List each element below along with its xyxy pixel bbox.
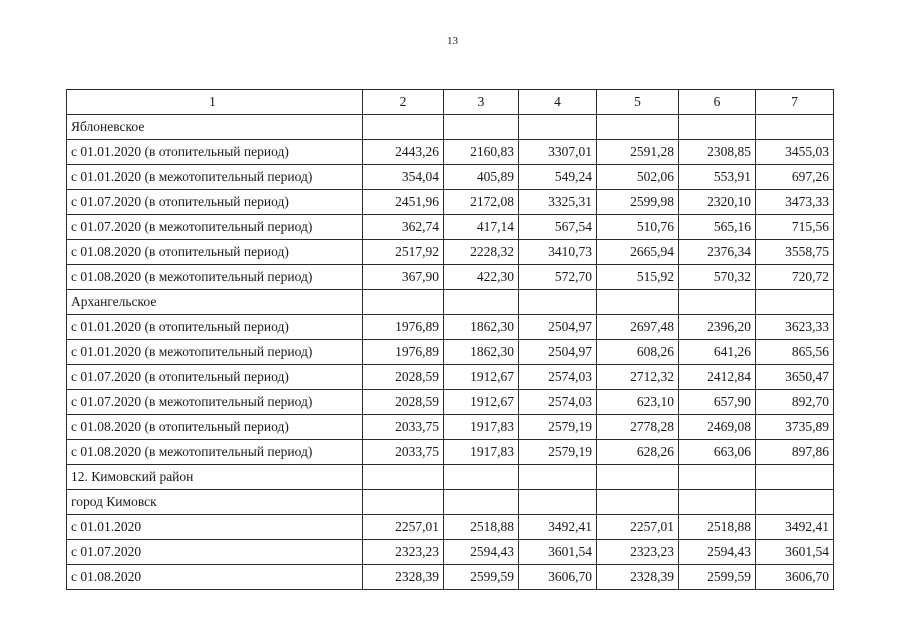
section-row	[67, 115, 834, 140]
value-cell: 2323,23	[597, 540, 679, 565]
row-label: с 01.08.2020 (в отопительный период)	[67, 240, 363, 265]
header-cell: 4	[519, 90, 597, 115]
empty-cell	[756, 115, 834, 140]
table-row	[67, 440, 834, 465]
row-label: с 01.01.2020 (в отопительный период)	[67, 140, 363, 165]
empty-cell	[363, 465, 444, 490]
value-cell: 3650,47	[756, 365, 834, 390]
value-cell: 2172,08	[444, 190, 519, 215]
row-label: с 01.07.2020 (в отопительный период)	[67, 365, 363, 390]
table-row	[67, 140, 834, 165]
value-cell: 2697,48	[597, 315, 679, 340]
value-cell: 641,26	[679, 340, 756, 365]
table-row	[67, 415, 834, 440]
value-cell: 623,10	[597, 390, 679, 415]
empty-cell	[519, 490, 597, 515]
table-row	[67, 240, 834, 265]
value-cell: 3307,01	[519, 140, 597, 165]
value-cell: 565,16	[679, 215, 756, 240]
value-cell: 567,54	[519, 215, 597, 240]
value-cell: 2591,28	[597, 140, 679, 165]
header-cell: 7	[756, 90, 834, 115]
value-cell: 720,72	[756, 265, 834, 290]
header-cell: 6	[679, 90, 756, 115]
value-cell: 865,56	[756, 340, 834, 365]
row-label: с 01.07.2020	[67, 540, 363, 565]
value-cell: 2518,88	[444, 515, 519, 540]
header-cell: 5	[597, 90, 679, 115]
table-row	[67, 565, 834, 590]
empty-cell	[444, 115, 519, 140]
value-cell: 2412,84	[679, 365, 756, 390]
value-cell: 608,26	[597, 340, 679, 365]
table-row	[67, 165, 834, 190]
empty-cell	[679, 115, 756, 140]
empty-cell	[519, 465, 597, 490]
section-row	[67, 490, 834, 515]
value-cell: 892,70	[756, 390, 834, 415]
value-cell: 2599,59	[679, 565, 756, 590]
value-cell: 2504,97	[519, 340, 597, 365]
header-cell: 3	[444, 90, 519, 115]
value-cell: 2028,59	[363, 365, 444, 390]
section-label: город Кимовск	[67, 490, 363, 515]
value-cell: 2574,03	[519, 390, 597, 415]
value-cell: 2469,08	[679, 415, 756, 440]
section-row	[67, 290, 834, 315]
value-cell: 2323,23	[363, 540, 444, 565]
value-cell: 2579,19	[519, 440, 597, 465]
value-cell: 572,70	[519, 265, 597, 290]
value-cell: 657,90	[679, 390, 756, 415]
empty-cell	[679, 290, 756, 315]
value-cell: 3623,33	[756, 315, 834, 340]
empty-cell	[756, 465, 834, 490]
value-cell: 2257,01	[363, 515, 444, 540]
value-cell: 2594,43	[444, 540, 519, 565]
row-label: с 01.07.2020 (в отопительный период)	[67, 190, 363, 215]
region-row	[67, 465, 834, 490]
region-label: 12. Кимовский район	[67, 465, 363, 490]
section-label: Архангельское	[67, 290, 363, 315]
value-cell: 2778,28	[597, 415, 679, 440]
empty-cell	[363, 290, 444, 315]
empty-cell	[756, 290, 834, 315]
value-cell: 2665,94	[597, 240, 679, 265]
value-cell: 417,14	[444, 215, 519, 240]
value-cell: 553,91	[679, 165, 756, 190]
value-cell: 2160,83	[444, 140, 519, 165]
value-cell: 2517,92	[363, 240, 444, 265]
table-row	[67, 340, 834, 365]
value-cell: 2579,19	[519, 415, 597, 440]
value-cell: 3558,75	[756, 240, 834, 265]
value-cell: 549,24	[519, 165, 597, 190]
value-cell: 897,86	[756, 440, 834, 465]
value-cell: 515,92	[597, 265, 679, 290]
empty-cell	[756, 490, 834, 515]
value-cell: 2228,32	[444, 240, 519, 265]
value-cell: 2712,32	[597, 365, 679, 390]
tariff-table	[66, 89, 834, 590]
value-cell: 1917,83	[444, 415, 519, 440]
header-row	[67, 90, 834, 115]
value-cell: 510,76	[597, 215, 679, 240]
value-cell: 3735,89	[756, 415, 834, 440]
empty-cell	[597, 115, 679, 140]
row-label: с 01.08.2020	[67, 565, 363, 590]
table-row	[67, 540, 834, 565]
table-row	[67, 315, 834, 340]
value-cell: 1862,30	[444, 315, 519, 340]
value-cell: 2443,26	[363, 140, 444, 165]
value-cell: 2599,59	[444, 565, 519, 590]
value-cell: 3325,31	[519, 190, 597, 215]
row-label: с 01.01.2020	[67, 515, 363, 540]
table-row	[67, 515, 834, 540]
value-cell: 367,90	[363, 265, 444, 290]
value-cell: 2504,97	[519, 315, 597, 340]
empty-cell	[597, 290, 679, 315]
value-cell: 2328,39	[363, 565, 444, 590]
value-cell: 2028,59	[363, 390, 444, 415]
value-cell: 502,06	[597, 165, 679, 190]
empty-cell	[444, 290, 519, 315]
table-row	[67, 265, 834, 290]
tariff-table-body	[67, 90, 834, 590]
value-cell: 628,26	[597, 440, 679, 465]
row-label: с 01.07.2020 (в межотопительный период)	[67, 390, 363, 415]
value-cell: 570,32	[679, 265, 756, 290]
value-cell: 663,06	[679, 440, 756, 465]
value-cell: 2033,75	[363, 440, 444, 465]
header-cell: 1	[67, 90, 363, 115]
value-cell: 2376,34	[679, 240, 756, 265]
header-cell: 2	[363, 90, 444, 115]
value-cell: 715,56	[756, 215, 834, 240]
value-cell: 2308,85	[679, 140, 756, 165]
row-label: с 01.01.2020 (в отопительный период)	[67, 315, 363, 340]
empty-cell	[679, 490, 756, 515]
value-cell: 1917,83	[444, 440, 519, 465]
empty-cell	[519, 290, 597, 315]
empty-cell	[444, 465, 519, 490]
value-cell: 1976,89	[363, 340, 444, 365]
value-cell: 3473,33	[756, 190, 834, 215]
page-number: 13	[447, 35, 458, 47]
empty-cell	[519, 115, 597, 140]
empty-cell	[363, 490, 444, 515]
section-label: Яблоневское	[67, 115, 363, 140]
value-cell: 405,89	[444, 165, 519, 190]
table-row	[67, 390, 834, 415]
value-cell: 3410,73	[519, 240, 597, 265]
table-row	[67, 365, 834, 390]
value-cell: 2328,39	[597, 565, 679, 590]
empty-cell	[444, 490, 519, 515]
empty-cell	[597, 465, 679, 490]
value-cell: 3606,70	[756, 565, 834, 590]
value-cell: 2594,43	[679, 540, 756, 565]
row-label: с 01.07.2020 (в межотопительный период)	[67, 215, 363, 240]
row-label: с 01.08.2020 (в отопительный период)	[67, 415, 363, 440]
value-cell: 2451,96	[363, 190, 444, 215]
value-cell: 3601,54	[519, 540, 597, 565]
value-cell: 1912,67	[444, 390, 519, 415]
value-cell: 3606,70	[519, 565, 597, 590]
empty-cell	[363, 115, 444, 140]
value-cell: 1976,89	[363, 315, 444, 340]
value-cell: 3455,03	[756, 140, 834, 165]
value-cell: 2257,01	[597, 515, 679, 540]
table-row	[67, 215, 834, 240]
value-cell: 2574,03	[519, 365, 597, 390]
value-cell: 3492,41	[519, 515, 597, 540]
row-label: с 01.01.2020 (в межотопительный период)	[67, 340, 363, 365]
row-label: с 01.08.2020 (в межотопительный период)	[67, 440, 363, 465]
empty-cell	[679, 465, 756, 490]
value-cell: 422,30	[444, 265, 519, 290]
value-cell: 2518,88	[679, 515, 756, 540]
empty-cell	[597, 490, 679, 515]
value-cell: 354,04	[363, 165, 444, 190]
value-cell: 3492,41	[756, 515, 834, 540]
value-cell: 2320,10	[679, 190, 756, 215]
value-cell: 362,74	[363, 215, 444, 240]
value-cell: 697,26	[756, 165, 834, 190]
value-cell: 1862,30	[444, 340, 519, 365]
value-cell: 1912,67	[444, 365, 519, 390]
row-label: с 01.08.2020 (в межотопительный период)	[67, 265, 363, 290]
value-cell: 2396,20	[679, 315, 756, 340]
value-cell: 2599,98	[597, 190, 679, 215]
table-row	[67, 190, 834, 215]
row-label: с 01.01.2020 (в межотопительный период)	[67, 165, 363, 190]
value-cell: 2033,75	[363, 415, 444, 440]
value-cell: 3601,54	[756, 540, 834, 565]
